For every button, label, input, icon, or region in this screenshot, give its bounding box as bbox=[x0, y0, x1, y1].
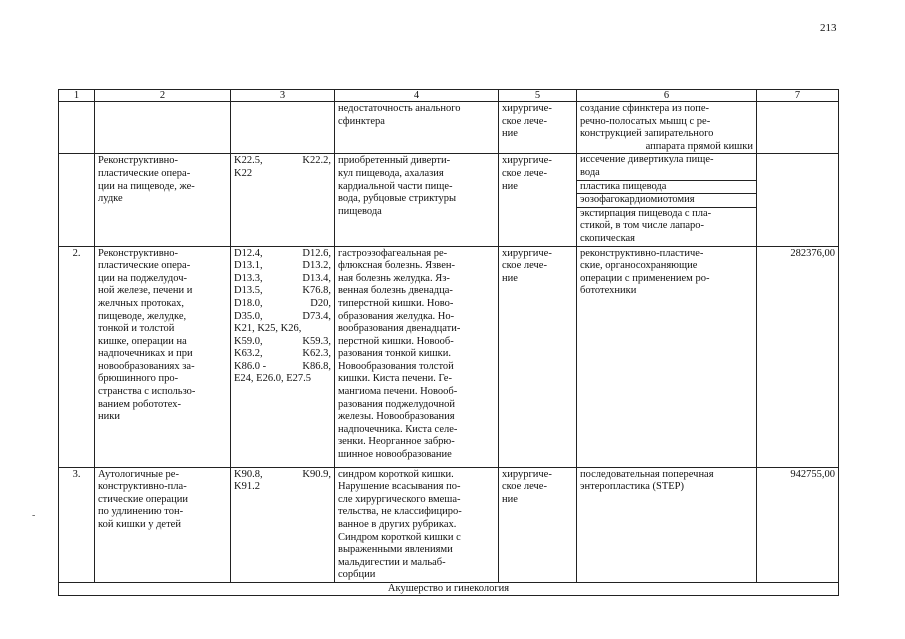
text-line: шинное новообразование bbox=[338, 449, 452, 461]
icd-code: D73.4, bbox=[302, 310, 331, 322]
text-line: образования желудка. Но- bbox=[338, 310, 455, 322]
column-number: 7 bbox=[757, 90, 839, 102]
text-line: пластика пищевода bbox=[580, 180, 667, 192]
text-line: ции на пищеводе, же- bbox=[98, 180, 195, 192]
icd-code: K91.2 bbox=[234, 481, 260, 493]
code-line bbox=[234, 248, 331, 261]
cost-cell bbox=[757, 154, 839, 246]
text-line: конструктивно-пла- bbox=[98, 481, 187, 493]
treatment-table bbox=[58, 89, 839, 596]
text-line: ванное в других рубриках. bbox=[338, 518, 457, 530]
text-line: операции с применением ро- bbox=[580, 272, 710, 284]
text-line: ной железе, печени и bbox=[98, 285, 193, 297]
icd-code: K63.2, bbox=[234, 348, 263, 360]
code-line bbox=[234, 361, 331, 374]
table-row bbox=[59, 467, 839, 582]
text-line: хирургиче- bbox=[502, 247, 552, 259]
text-line: хирургиче- bbox=[502, 103, 552, 114]
column-number: 4 bbox=[335, 90, 499, 102]
icd-code: K59.0, bbox=[234, 335, 263, 347]
text-line: ние bbox=[502, 272, 518, 284]
text-line: странства с использо- bbox=[98, 386, 196, 398]
text-line: Реконструктивно- bbox=[98, 247, 179, 259]
cost-cell: 942755,00 bbox=[757, 467, 839, 582]
text-line: кишке, операции на bbox=[98, 335, 187, 347]
text-line: выраженными явлениями bbox=[338, 544, 453, 556]
code-line bbox=[234, 298, 331, 311]
column-number: 3 bbox=[231, 90, 335, 102]
table-row bbox=[59, 246, 839, 467]
icd-code: D13.1, bbox=[234, 260, 263, 272]
text-line: ники bbox=[98, 411, 120, 423]
text-line: стические операции bbox=[98, 493, 189, 505]
text-line: Аутологичные ре- bbox=[98, 468, 179, 480]
code-line bbox=[234, 285, 331, 298]
stray-mark: - bbox=[32, 510, 36, 521]
icd-code: D13.4, bbox=[302, 272, 331, 284]
text-line: речно-полосатых мышц с ре- bbox=[580, 115, 711, 127]
text-line: иссечение дивертикула пище- bbox=[580, 154, 714, 166]
table-row bbox=[59, 154, 839, 246]
procedure-name-cell bbox=[95, 246, 231, 467]
treatment-type-cell bbox=[499, 154, 577, 246]
icd-codes-cell bbox=[231, 467, 335, 582]
text-line: кардиальной части пище- bbox=[338, 180, 453, 192]
text-line: надпочечника. Киста селе- bbox=[338, 423, 458, 435]
text-line: вообразования двенадцати- bbox=[338, 323, 461, 335]
text-line: хирургиче- bbox=[502, 468, 552, 480]
code-line bbox=[234, 336, 331, 349]
text-line: венная болезнь двенадца- bbox=[338, 285, 453, 297]
text-line: железы. Новообразования bbox=[338, 411, 455, 423]
icd-code: K86.8, bbox=[302, 360, 331, 372]
code-line bbox=[234, 348, 331, 361]
method-subcell bbox=[577, 154, 756, 180]
text-line: разования тонкой кишки. bbox=[338, 348, 451, 360]
text-line: мангиома печени. Новооб- bbox=[338, 386, 458, 398]
code-line bbox=[234, 311, 331, 324]
text-line: недостаточность анального bbox=[338, 103, 461, 114]
icd-code: K86.0 - bbox=[234, 360, 267, 372]
treatment-type-cell bbox=[499, 467, 577, 582]
row-number-cell: 3. bbox=[59, 467, 95, 582]
text-line: энтеропластика (STEP) bbox=[580, 481, 684, 493]
text-line: скопическая bbox=[580, 232, 636, 244]
text-line: ции на поджелудоч- bbox=[98, 272, 187, 284]
column-number: 2 bbox=[95, 90, 231, 102]
text-line: тельства, не классифициро- bbox=[338, 506, 462, 518]
icd-code: K90.9, bbox=[302, 468, 331, 480]
icd-code: K76.8, bbox=[302, 285, 331, 297]
code-line bbox=[234, 481, 331, 494]
text-line: ское лече- bbox=[502, 115, 547, 127]
text-line: сорбции bbox=[338, 569, 376, 581]
text-line: ское лече- bbox=[502, 260, 547, 272]
icd-code: K22 bbox=[234, 167, 253, 179]
cost-cell: 282376,00 bbox=[757, 246, 839, 467]
section-title: Акушерство и гинекология bbox=[59, 582, 839, 595]
text-line: лудке bbox=[98, 193, 123, 205]
text-line: стикой, в том числе лапаро- bbox=[580, 220, 705, 232]
text-line: надпочечниках и при bbox=[98, 348, 193, 360]
text-line: по удлинению тон- bbox=[98, 506, 184, 518]
text-line: разования поджелудочной bbox=[338, 398, 456, 410]
text-line: зенки. Неорганное забрю- bbox=[338, 436, 455, 448]
text-line: ние bbox=[502, 180, 518, 192]
icd-code: D20, bbox=[310, 297, 331, 309]
method-cell bbox=[577, 154, 757, 246]
indication-cell bbox=[335, 154, 499, 246]
text-line: пищевода bbox=[338, 205, 382, 217]
icd-code: E24, E26.0, E27.5 bbox=[234, 373, 311, 385]
column-number-row bbox=[59, 90, 839, 102]
text-line: последовательная поперечная bbox=[580, 468, 714, 480]
text-line: гастроэзофагеальная ре- bbox=[338, 247, 448, 259]
method-cell bbox=[577, 467, 757, 582]
icd-code: K22.5, bbox=[234, 155, 263, 167]
icd-code: D18.0, bbox=[234, 297, 263, 309]
text-line: кул пищевода, ахалазия bbox=[338, 167, 444, 179]
code-line bbox=[234, 260, 331, 273]
code-line bbox=[234, 373, 331, 386]
text-line: ванием робототех- bbox=[98, 398, 182, 410]
icd-code: K90.8, bbox=[234, 468, 263, 480]
column-number: 1 bbox=[59, 90, 95, 102]
code-line bbox=[234, 323, 331, 336]
text-line: типерстной кишки. Ново- bbox=[338, 297, 454, 309]
row-number-cell bbox=[59, 154, 95, 246]
text-line: флюксная болезнь. Язвен- bbox=[338, 260, 455, 272]
row-number-cell: 2. bbox=[59, 246, 95, 467]
text-line: создание сфинктера из попе- bbox=[580, 103, 710, 114]
text-line: аппарата прямой кишки bbox=[645, 140, 753, 152]
text-line: тонкой и толстой bbox=[98, 323, 175, 335]
row-number-cell bbox=[59, 102, 95, 154]
text-line: пластические опера- bbox=[98, 260, 191, 272]
text-line: пластические опера- bbox=[98, 167, 191, 179]
icd-code: K22.2, bbox=[302, 155, 331, 167]
text-line: бототехники bbox=[580, 285, 637, 297]
text-line: ское лече- bbox=[502, 481, 547, 493]
text-line: вода, рубцовые стриктуры bbox=[338, 193, 457, 205]
icd-code: D35.0, bbox=[234, 310, 263, 322]
method-subcell bbox=[577, 194, 756, 208]
procedure-name-cell bbox=[95, 467, 231, 582]
procedure-name-cell bbox=[95, 102, 231, 154]
text-line: экстирпация пищевода с пла- bbox=[580, 207, 712, 219]
icd-codes-cell bbox=[231, 102, 335, 154]
indication-cell bbox=[335, 467, 499, 582]
icd-code: D13.3, bbox=[234, 272, 263, 284]
icd-code: D13.5, bbox=[234, 285, 263, 297]
text-line: пищеводе, желудке, bbox=[98, 310, 187, 322]
method-subcell bbox=[577, 208, 756, 246]
code-line bbox=[234, 155, 331, 168]
icd-code: K62.3, bbox=[302, 348, 331, 360]
table-row bbox=[59, 102, 839, 154]
text-line: ские, органосохраняющие bbox=[580, 260, 698, 272]
icd-codes-cell bbox=[231, 246, 335, 467]
text-line: мальдигестии и мальаб- bbox=[338, 556, 446, 568]
icd-code: D13.2, bbox=[302, 260, 331, 272]
text-line: хирургиче- bbox=[502, 155, 552, 167]
text-line: Новообразования толстой bbox=[338, 360, 454, 372]
text-line: конструкцией запирательного bbox=[580, 128, 714, 140]
text-line: Нарушение всасывания по- bbox=[338, 481, 461, 493]
text-line: новообразованиях за- bbox=[98, 360, 195, 372]
text-line: Реконструктивно- bbox=[98, 155, 179, 167]
text-line: желчных протоках, bbox=[98, 297, 185, 309]
column-number: 6 bbox=[577, 90, 757, 102]
text-line: кишки. Киста печени. Ге- bbox=[338, 373, 452, 385]
icd-codes-cell bbox=[231, 154, 335, 246]
icd-code: K21, K25, K26, bbox=[234, 323, 302, 335]
text-line: ское лече- bbox=[502, 167, 547, 179]
method-cell bbox=[577, 246, 757, 467]
text-line: сфинктера bbox=[338, 115, 385, 127]
method-subcell bbox=[577, 181, 756, 195]
code-line bbox=[234, 273, 331, 286]
page-number: 213 bbox=[820, 22, 837, 34]
text-line: реконструктивно-пластиче- bbox=[580, 247, 704, 259]
indication-cell bbox=[335, 246, 499, 467]
text-line: ная болезнь желудка. Яз- bbox=[338, 272, 450, 284]
text-line: синдром короткой кишки. bbox=[338, 468, 454, 480]
text-line: приобретенный диверти- bbox=[338, 155, 451, 167]
text-line: сле хирургического вмеша- bbox=[338, 493, 461, 505]
text-line: ние bbox=[502, 128, 518, 140]
treatment-type-cell bbox=[499, 102, 577, 154]
icd-code: D12.4, bbox=[234, 247, 263, 259]
cost-cell bbox=[757, 102, 839, 154]
section-row bbox=[59, 582, 839, 595]
treatment-type-cell bbox=[499, 246, 577, 467]
procedure-name-cell bbox=[95, 154, 231, 246]
method-cell bbox=[577, 102, 757, 154]
text-line: эозофагокардиомиотомия bbox=[580, 194, 695, 206]
code-line bbox=[234, 168, 331, 181]
indication-cell bbox=[335, 102, 499, 154]
text-line: Синдром короткой кишки с bbox=[338, 531, 461, 543]
text-line: брюшинного про- bbox=[98, 373, 179, 385]
text-line: вода bbox=[580, 166, 600, 178]
text-line: ние bbox=[502, 493, 518, 505]
column-number: 5 bbox=[499, 90, 577, 102]
icd-code: D12.6, bbox=[302, 247, 331, 259]
text-line: кой кишки у детей bbox=[98, 518, 181, 530]
icd-code: K59.3, bbox=[302, 335, 331, 347]
text-line: перстной кишки. Новооб- bbox=[338, 335, 454, 347]
code-line bbox=[234, 469, 331, 482]
